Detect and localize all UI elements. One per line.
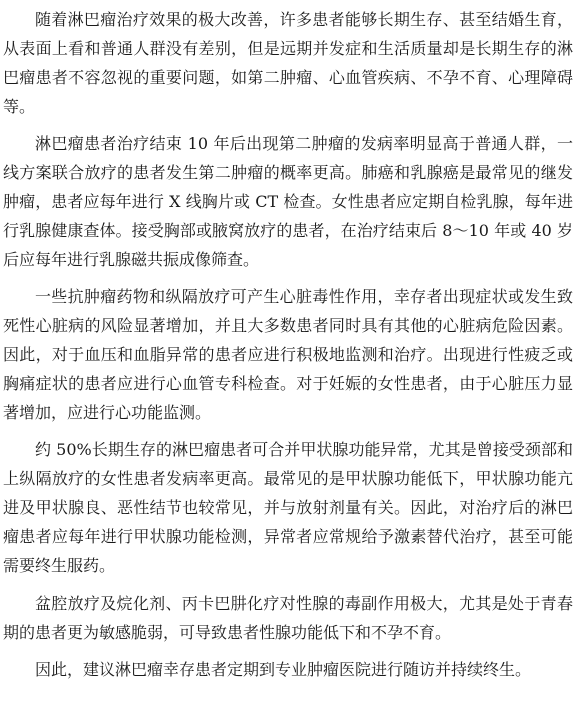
paragraph-cardiac-toxicity: 一些抗肿瘤药物和纵隔放疗可产生心脏毒性作用，幸存者出现症状或发生致死性心脏病的风险显著增加，并且大多数患者同时具有其他的心脏病危险因素。因此，对于血压和血脂异常的患者应进行积极地监测和治疗。出现进行性疲乏或胸痛症状的患者应进行心血管专科检查。对于妊娠的女性患者，由于心脏压力显著增加，应进行心功能监测。 bbox=[3, 287, 573, 422]
paragraph-second-tumor: 淋巴瘤患者治疗结束 10 年后出现第二肿瘤的发病率明显高于普通人群，一线方案联合放疗的患者发生第二肿瘤的概率更高。肺癌和乳腺癌是最常见的继发肿瘤，患者应每年进行 X 线胸片或 CT 检查。女性患者应定期自检乳腺，每年进行乳腺健康查体。接受胸部或腋窝放疗的患者，在治疗结束后 8～10 年或 40 岁后应每年进行乳腺磁共振成像筛查。 bbox=[3, 134, 573, 269]
document-page bbox=[3, 6, 573, 685]
paragraph-gonadal-toxicity: 盆腔放疗及烷化剂、丙卡巴肼化疗对性腺的毒副作用极大，尤其是处于青春期的患者更为敏感脆弱，可导致患者性腺功能低下和不孕不育。 bbox=[3, 593, 573, 642]
paragraph-follow-up: 因此，建议淋巴瘤幸存患者定期到专业肿瘤医院进行随访并持续终生。 bbox=[35, 660, 532, 679]
paragraph-intro: 随着淋巴瘤治疗效果的极大改善，许多患者能够长期生存、甚至结婚生育，从表面上看和普通人群没有差别，但是远期并发症和生活质量却是长期生存的淋巴瘤患者不容忽视的重要问题，如第二肿瘤、心血管疾病、不孕不育、心理障碍等。 bbox=[3, 10, 573, 116]
paragraph-thyroid: 约 50%长期生存的淋巴瘤患者可合并甲状腺功能异常，尤其是曾接受颈部和上纵隔放疗的女性患者发病率更高。最常见的是甲状腺功能低下，甲状腺功能亢进及甲状腺良、恶性结节也较常见，并与放射剂量有关。因此，对治疗后的淋巴瘤患者应每年进行甲状腺功能检测，异常者应常规给予激素替代治疗，甚至可能需要终生服药。 bbox=[3, 440, 573, 576]
